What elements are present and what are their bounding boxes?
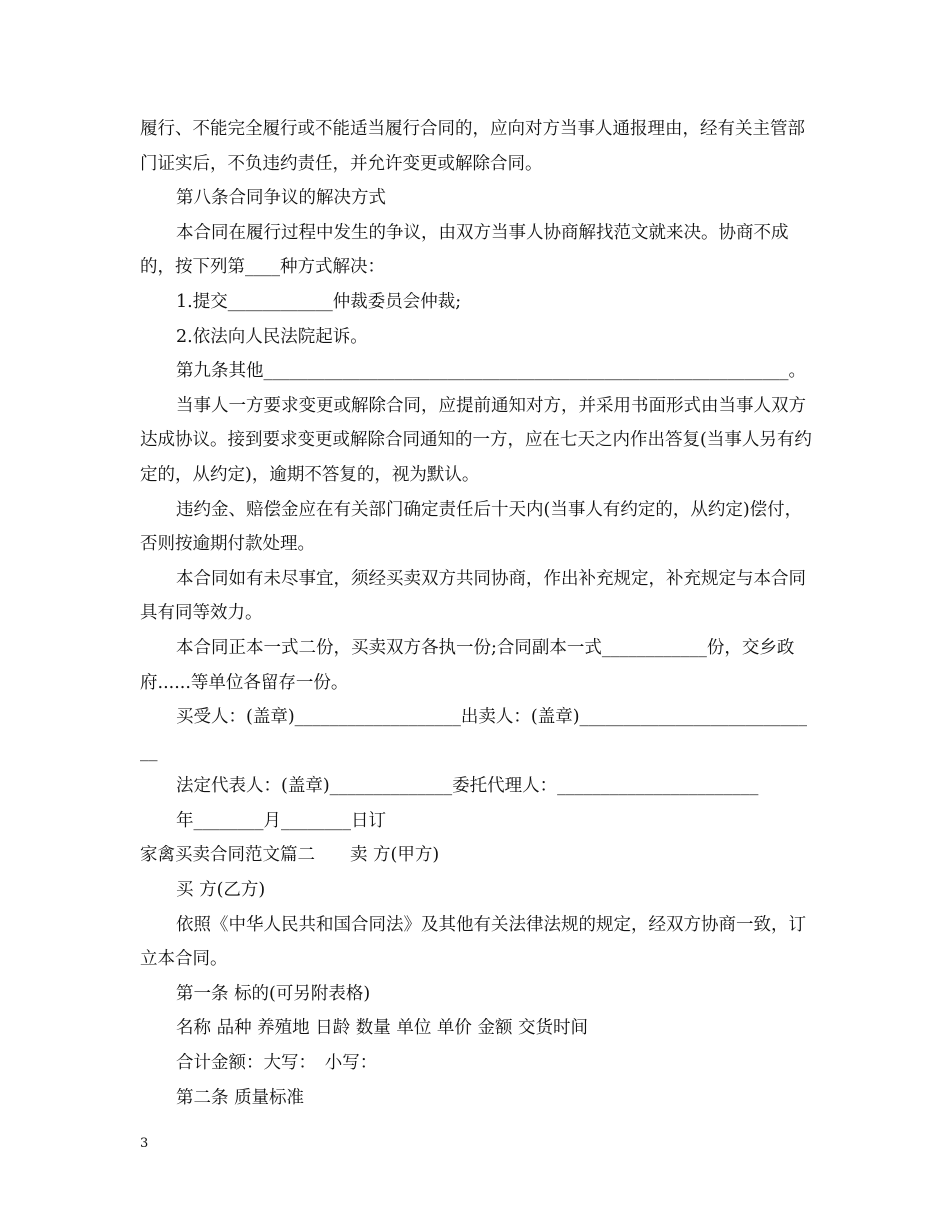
article-1-heading: 第一条 标的(可另附表格): [176, 983, 371, 1004]
date-line: 年________月________日订: [176, 810, 386, 831]
supplementary-paragraph: 本合同如有未尽事宜，须经买卖双方共同协商，作出补充规定，补充规定与本合同具有同等效力。: [140, 568, 806, 624]
change-termination-paragraph: 当事人一方要求变更或解除合同，应提前通知对方，并采用书面形式由当事人双方达成协议。接到要求变更或解除合同通知的一方，应在七天之内作出答复(当事人另有约定的，从约定)，逾期不答复的，视为默认。: [140, 395, 812, 485]
document-body: [140, 112, 812, 1115]
court-option: 2.依法向人民法院起诉。: [176, 326, 368, 347]
article-2-heading: 第二条 质量标准: [176, 1087, 305, 1108]
paragraph-continuation: 履行、不能完全履行或不能适当履行合同的，应向对方当事人通报理由，经有关主管部门证实后，不负违约责任，并允许变更或解除合同。: [140, 119, 805, 174]
total-amount-line: 合计金额：大写： 小写：: [176, 1053, 378, 1074]
legal-basis-paragraph: 依照《中华人民共和国合同法》及其他有关法律法规的规定，经双方协商一致，订立本合同。: [140, 914, 806, 970]
buyer-party-line: 买 方(乙方): [176, 880, 266, 901]
article-8-heading: 第八条合同争议的解决方式: [176, 188, 386, 209]
copies-paragraph: 本合同正本一式二份，买卖双方各执一份;合同副本一式____________份，交乡政府......等单位各留存一份。: [140, 637, 795, 693]
signature-parties-line: 买受人：(盖章)___________________出卖人：(盖章)____________________________: [140, 707, 808, 762]
dispute-resolution-paragraph: 本合同在履行过程中发生的争议，由双方当事人协商解找范文就来决。协商不成的，按下列第____种方式解决：: [140, 222, 789, 278]
page-number: 3: [140, 1136, 149, 1151]
second-contract-title: 家禽买卖合同范文篇二 卖 方(甲方): [140, 845, 440, 866]
subject-columns-line: 名称 品种 养殖地 日龄 数量 单位 单价 金额 交货时间: [176, 1018, 589, 1039]
article-9-other: 第九条其他____________________________________________________________。: [176, 361, 806, 382]
representative-line: 法定代表人：(盖章)______________委托代理人：_______________________: [176, 776, 759, 797]
liquidated-damages-paragraph: 违约金、赔偿金应在有关部门确定责任后十天内(当事人有约定的，从约定)偿付，否则按逾期付款处理。: [140, 499, 803, 555]
arbitration-option: 1.提交____________仲裁委员会仲裁;: [176, 291, 462, 312]
